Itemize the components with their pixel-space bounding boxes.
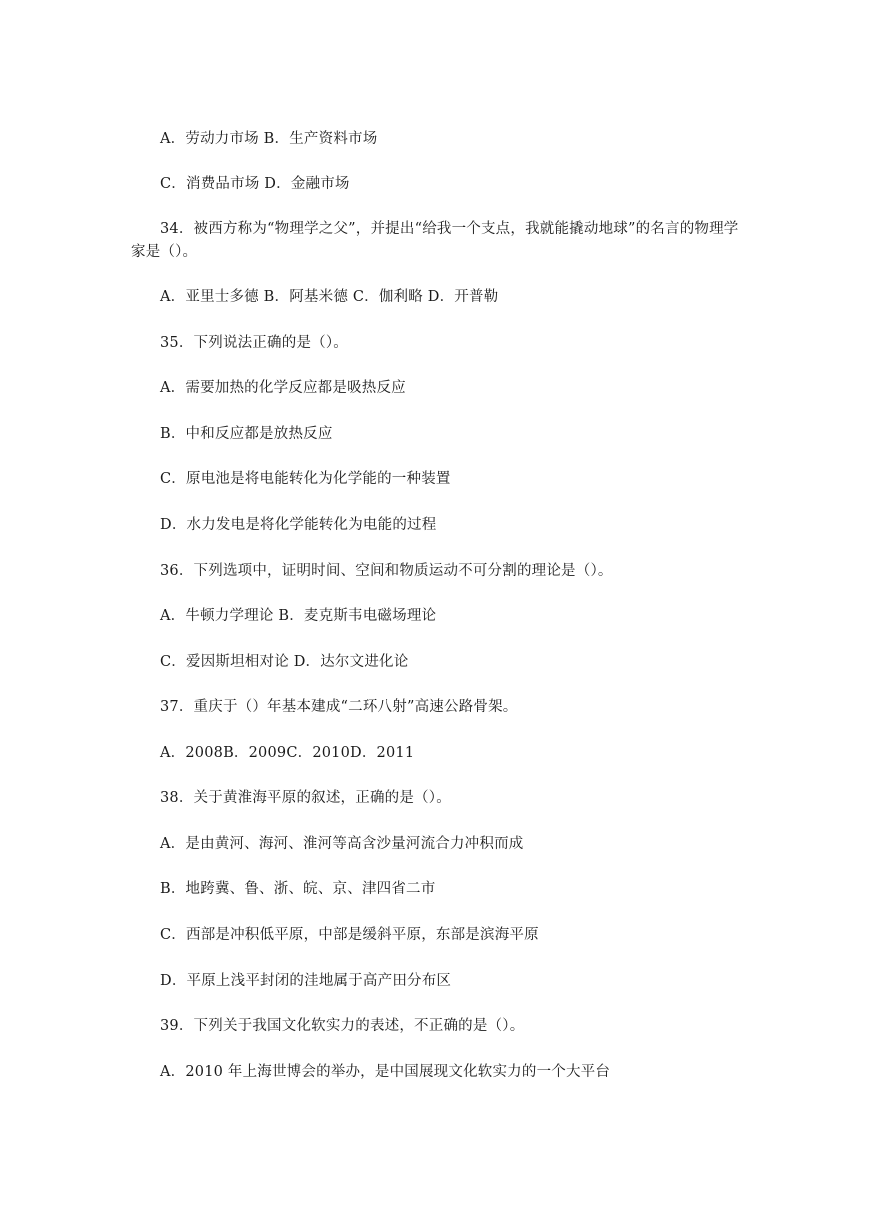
q33-options-cd: C．消费品市场 D．金融市场 <box>160 176 350 192</box>
q38-option-d: D．平原上浅平封闭的洼地属于高产田分布区 <box>160 973 452 989</box>
q35-option-c: C．原电池是将电能转化为化学能的一种装置 <box>160 471 451 487</box>
q38-option-a: A．是由黄河、海河、淮河等高含沙量河流合力冲积而成 <box>160 836 524 852</box>
q36-options-ab: A．牛顿力学理论 B．麦克斯韦电磁场理论 <box>160 608 437 624</box>
q39-option-a: A．2010 年上海世博会的举办，是中国展现文化软实力的一个大平台 <box>160 1064 611 1080</box>
q37-options: A．2008B．2009C．2010D．2011 <box>160 745 415 761</box>
q35-option-a: A．需要加热的化学反应都是吸热反应 <box>160 380 406 396</box>
q34-question: 34．被西方称为“物理学之父”，并提出“给我一个支点，我就能撬动地球”的名言的物理学家是（）。 <box>131 221 739 260</box>
q34-options: A．亚里士多德 B．阿基米德 C．伽利略 D．开普勒 <box>160 289 499 305</box>
q37-question: 37．重庆于（）年基本建成“二环八射”高速公路骨架。 <box>160 699 518 715</box>
q35-question: 35．下列说法正确的是（）。 <box>160 335 348 351</box>
q36-options-cd: C．爱因斯坦相对论 D．达尔文进化论 <box>160 654 409 670</box>
q38-question: 38．关于黄淮海平原的叙述，正确的是（）。 <box>160 790 451 806</box>
q35-option-b: B．中和反应都是放热反应 <box>160 426 333 442</box>
q39-question: 39．下列关于我国文化软实力的表述，不正确的是（）。 <box>160 1018 525 1034</box>
q33-options-ab: A．劳动力市场 B．生产资料市场 <box>160 131 378 147</box>
q38-option-b: B．地跨冀、鲁、浙、皖、京、津四省二市 <box>160 881 436 897</box>
q36-question: 36．下列选项中，证明时间、空间和物质运动不可分割的理论是（）。 <box>160 563 613 579</box>
q38-option-c: C．西部是冲积低平原，中部是缓斜平原，东部是滨海平原 <box>160 927 539 943</box>
q35-option-d: D．水力发电是将化学能转化为电能的过程 <box>160 517 437 533</box>
